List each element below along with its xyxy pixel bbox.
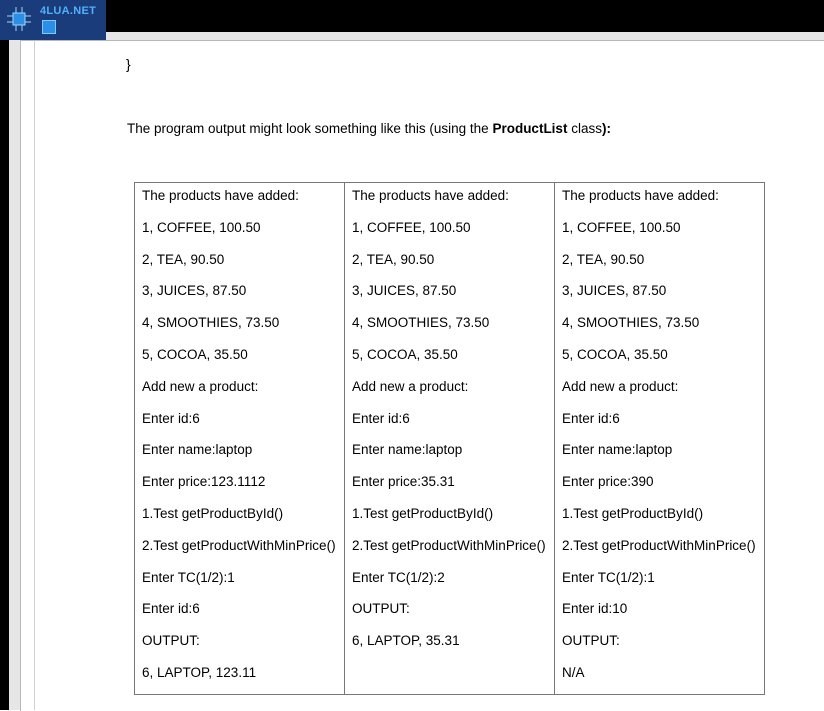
output-line: The products have added:: [352, 188, 509, 203]
output-line: 2, TEA, 90.50: [352, 251, 435, 267]
output-line: Enter TC(1/2):1: [562, 569, 655, 585]
output-line: 6, LAPTOP, 35.31: [352, 633, 460, 649]
output-line: 4, SMOOTHIES, 73.50: [142, 315, 280, 331]
logo-mark-icon: [42, 20, 56, 34]
column-2-lines: [345, 183, 554, 662]
output-line: Enter price:390: [562, 474, 654, 490]
column-3-lines: [555, 183, 764, 694]
top-bar: [0, 0, 824, 32]
output-line: 2, TEA, 90.50: [562, 251, 645, 267]
output-line: Add new a product:: [562, 378, 679, 394]
output-table: [134, 182, 765, 695]
output-line: Enter id:6: [142, 410, 200, 426]
output-line: 3, JUICES, 87.50: [352, 283, 457, 299]
output-line: Add new a product:: [352, 378, 469, 394]
output-line: 1, COFFEE, 100.50: [352, 219, 471, 235]
output-line: Enter name:laptop: [352, 442, 463, 458]
output-line: 5, COCOA, 35.50: [142, 346, 248, 362]
output-column-2: [345, 183, 555, 695]
output-line: 5, COCOA, 35.50: [562, 346, 668, 362]
output-line: OUTPUT:: [352, 601, 410, 617]
output-line: 2.Test getProductWithMinPrice(): [142, 537, 336, 553]
output-line: Enter id:6: [352, 410, 410, 426]
output-line: 2.Test getProductWithMinPrice(): [352, 537, 546, 553]
output-line: Enter price:35.31: [352, 474, 455, 490]
output-line: 4, SMOOTHIES, 73.50: [352, 315, 490, 331]
site-logo[interactable]: [0, 0, 106, 40]
page-margin-line: [34, 41, 35, 710]
output-line: 6, LAPTOP, 123.11: [142, 664, 257, 680]
output-line: 2.Test getProductWithMinPrice(): [562, 537, 756, 553]
output-line: 3, JUICES, 87.50: [562, 283, 667, 299]
output-line: Enter name:laptop: [562, 442, 673, 458]
output-line: The products have added:: [562, 188, 719, 203]
intro-text: The program output might look something like this (using the: [127, 121, 493, 136]
logo-text: 4LUA.NET: [40, 5, 97, 17]
output-column-3: [555, 183, 765, 695]
intro-class-name: ProductList: [492, 121, 568, 136]
output-line: Enter id:6: [142, 601, 200, 617]
output-line: 1, COFFEE, 100.50: [562, 219, 681, 235]
column-1-lines: [135, 183, 344, 694]
output-line: 1.Test getProductById(): [352, 505, 494, 521]
output-line: OUTPUT:: [142, 633, 200, 649]
intro-text-after: class: [567, 121, 602, 136]
output-line: OUTPUT:: [562, 633, 620, 649]
output-column-1: [135, 183, 345, 695]
output-line: 4, SMOOTHIES, 73.50: [562, 315, 700, 331]
output-line: Enter id:6: [562, 410, 620, 426]
output-row: [135, 183, 765, 695]
output-line: The products have added:: [142, 188, 299, 203]
output-line: Add new a product:: [142, 378, 259, 394]
output-line: Enter TC(1/2):2: [352, 569, 445, 585]
output-line: N/A: [562, 664, 585, 680]
output-line: Enter price:123.1112: [142, 474, 266, 490]
output-line: 2, TEA, 90.50: [142, 251, 225, 267]
output-line: 3, JUICES, 87.50: [142, 283, 247, 299]
left-strip: [0, 32, 9, 710]
output-line: Enter name:laptop: [142, 442, 253, 458]
output-line: Enter TC(1/2):1: [142, 569, 235, 585]
output-line: 1.Test getProductById(): [562, 505, 704, 521]
output-line: 5, COCOA, 35.50: [352, 346, 458, 362]
intro-text-end: ):: [601, 121, 611, 136]
output-line: 1, COFFEE, 100.50: [142, 219, 261, 235]
closing-brace: }: [126, 56, 131, 72]
intro-paragraph: [127, 121, 611, 136]
output-line: Enter id:10: [562, 601, 628, 617]
circuit-chip-icon: [6, 6, 32, 32]
output-line: 1.Test getProductById(): [142, 505, 284, 521]
